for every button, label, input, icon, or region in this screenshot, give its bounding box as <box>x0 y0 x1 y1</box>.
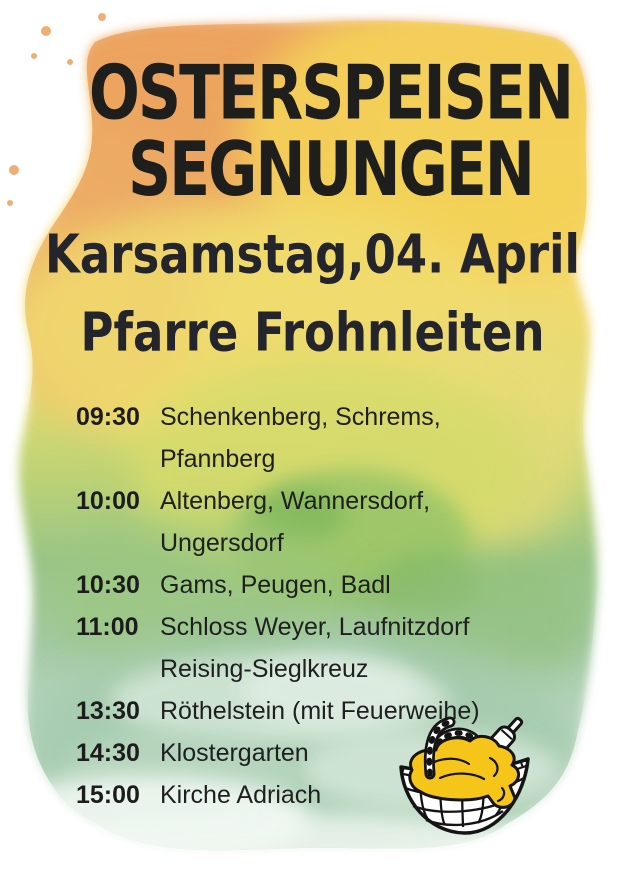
schedule-time: 10:30 <box>76 571 140 599</box>
schedule-location: Schloss Weyer, Laufnitzdorf <box>160 613 470 641</box>
schedule-location: Röthelstein (mit Feuerweihe) <box>160 697 480 725</box>
schedule-time: 13:30 <box>76 697 140 725</box>
schedule-location-group <box>160 732 309 774</box>
schedule-location: Kirche Adriach <box>160 781 322 809</box>
schedule-location-cont: Reising-Sieglkreuz <box>160 655 369 683</box>
schedule-location: Klostergarten <box>160 739 309 767</box>
schedule-location-group <box>160 480 430 564</box>
schedule-location: Altenberg, Wannersdorf, <box>160 487 431 515</box>
schedule-location-cont: Pfannberg <box>160 445 276 473</box>
schedule-time: 09:30 <box>76 403 140 431</box>
schedule-time: 10:00 <box>76 487 140 515</box>
schedule-row <box>76 564 480 606</box>
schedule-location-cont: Ungersdorf <box>160 529 284 557</box>
schedule-row <box>76 606 480 690</box>
schedule-location-group <box>160 396 441 480</box>
schedule-location-group <box>160 606 469 690</box>
subtitle-parish: Pfarre Frohnleiten <box>80 300 545 364</box>
schedule-row <box>76 480 480 564</box>
schedule-row <box>76 396 480 480</box>
schedule-time: 14:30 <box>76 739 140 767</box>
schedule-location-group <box>160 564 391 606</box>
subtitle-date: Karsamstag,04. April <box>45 223 580 286</box>
poster-title <box>18 49 625 214</box>
title-line-2: SEGNUNGEN <box>127 126 534 214</box>
schedule-time: 15:00 <box>76 781 140 809</box>
schedule-location-group <box>160 774 321 816</box>
poster-subtitle <box>0 216 625 372</box>
schedule-location: Gams, Peugen, Badl <box>160 571 391 599</box>
easter-basket-icon <box>392 712 538 844</box>
schedule-time: 11:00 <box>76 613 139 641</box>
title-line-1: OSTERSPEISEN <box>88 49 573 138</box>
schedule-location: Schenkenberg, Schrems, <box>160 403 441 431</box>
